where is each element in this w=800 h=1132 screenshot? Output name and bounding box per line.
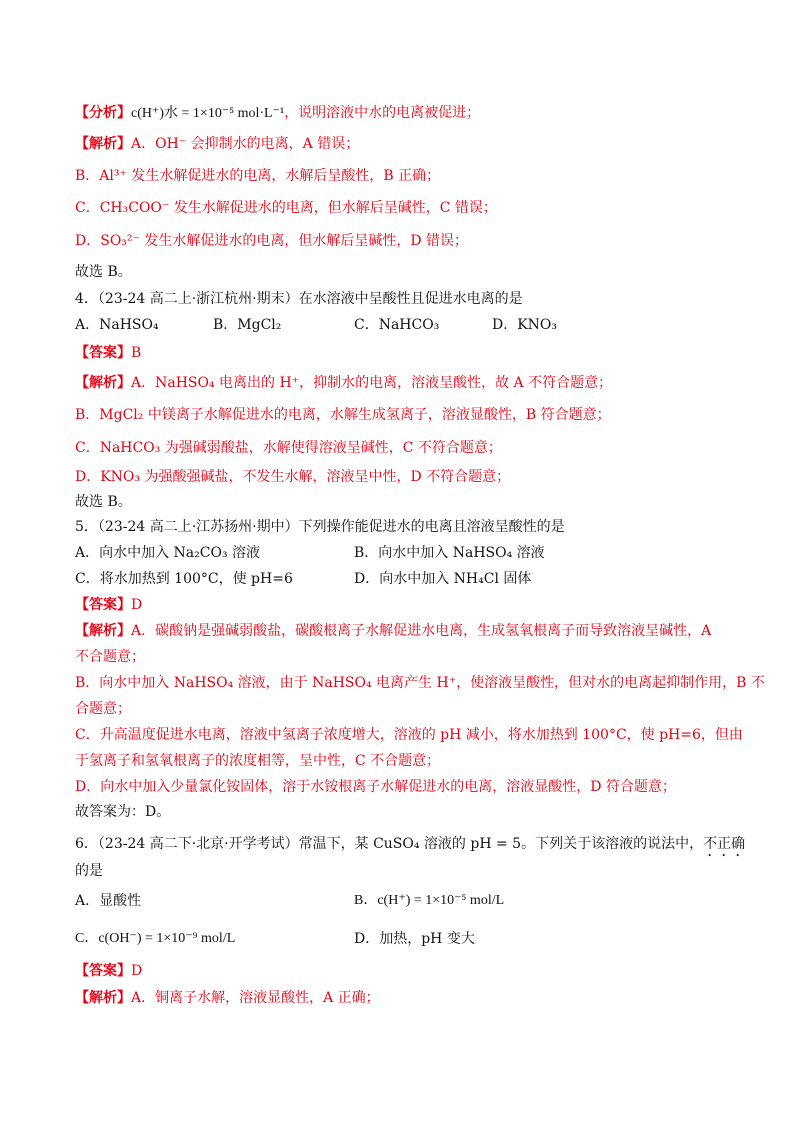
q6-option-b: B．c(H⁺) = 1×10⁻⁵ mol/L (354, 893, 505, 908)
q5-answer-line: 【答案】D (75, 597, 143, 613)
fenxi-tag: 【分析】 (75, 105, 131, 121)
q3-jiexi-a: 【解析】A．OH⁻ 会抑制水的电离，A 错误； (75, 136, 360, 152)
q3-jiexi-d: D．SO₃²⁻ 发生水解促进水的电离，但水解后呈碱性，D 错误； (75, 233, 469, 249)
q5-jiexi-a2: 不合题意； (75, 649, 145, 665)
q4-option-b: B．MgCl₂ (213, 317, 282, 333)
q4-jiexi-c: C．NaHCO₃ 为强碱弱酸盐，水解使得溶液呈碱性，C 不符合题意； (75, 440, 502, 456)
q5-jiexi-d: D．向水中加入少量氯化铵固体，溶于水铵根离子水解促进水的电离，溶液显酸性，D 符合题意； (75, 779, 676, 795)
q6-jiexi-a: 【解析】A．铜离子水解，溶液显酸性，A 正确； (75, 990, 380, 1006)
q4-answer: B (131, 345, 142, 361)
q4-answer-line: 【答案】B (75, 345, 142, 361)
q6-answer-line: 【答案】D (75, 963, 143, 979)
q6-option-c: C．c(OH⁻) = 1×10⁻⁹ mol/L (75, 931, 236, 946)
q5-option-a: A．向水中加入 Na₂CO₃ 溶液 (75, 545, 261, 561)
q5-conclusion: 故答案为：D。 (75, 804, 171, 820)
q6-answer: D (131, 963, 143, 979)
q6-option-a: A．显酸性 (75, 893, 142, 909)
q3-conclusion: 故选 B。 (75, 264, 132, 280)
q5-jiexi-a1: 【解析】A．碳酸钠是强碱弱酸盐，碳酸根离子水解促进水电离，生成氢氧根离子而导致溶液呈碱性，A (75, 623, 712, 639)
q5-stem: 5．（23-24 高二上·江苏扬州·期中）下列操作能促进水的电离且溶液呈酸性的是 (75, 519, 565, 535)
q5-jiexi-b1: B．向水中加入 NaHSO₄ 溶液，由于 NaHSO₄ 电离产生 H⁺，使溶液呈酸性，但对水的电离起抑制作用，B 不 (75, 675, 765, 691)
q4-jiexi-a: 【解析】A．NaHSO₄ 电离出的 H⁺，抑制水的电离，溶液呈酸性，故 A 不符合题意； (75, 375, 613, 391)
q5-jiexi-c1: C．升高温度促进水电离，溶液中氢离子浓度增大，溶液的 pH 减小，将水加热到 100°C，使 pH=6，但由 (75, 727, 743, 743)
q5-option-c: C．将水加热到 100°C，使 pH=6 (75, 571, 293, 587)
q5-option-b: B．向水中加入 NaHSO₄ 溶液 (354, 545, 545, 561)
q4-stem: 4．（23-24 高二上·浙江杭州·期末）在水溶液中呈酸性且促进水电离的是 (75, 291, 523, 307)
q6-option-d: D．加热，pH 变大 (354, 931, 475, 947)
fenxi-text: ，说明溶液中水的电离被促进； (284, 105, 481, 121)
q4-jiexi-b: B．MgCl₂ 中镁离子水解促进水的电离，水解生成氢离子，溶液显酸性，B 符合题意； (75, 407, 611, 423)
q6-emphasis: 不正确 (703, 836, 746, 852)
q5-jiexi-c2: 于氢离子和氢氧根离子的浓度相等，呈中性，C 不合题意； (75, 753, 441, 769)
q3-jiexi-b: B．Al³⁺ 发生水解促进水的电离，水解后呈酸性，B 正确； (75, 168, 441, 184)
q4-option-d: D．KNO₃ (492, 317, 558, 333)
q6-stem-line1: 6．（23-24 高二下·北京·开学考试）常温下，某 CuSO₄ 溶液的 pH = 5。下列关于该溶液的说法中，不正确 (75, 836, 746, 852)
fenxi-formula: c(H⁺)水 = 1×10⁻⁵ mol·L⁻¹ (131, 106, 285, 121)
q6-stem-line2: 的是 (75, 863, 103, 879)
q5-answer: D (131, 597, 143, 613)
q4-option-c: C．NaHCO₃ (354, 317, 440, 333)
q4-conclusion: 故选 B。 (75, 494, 132, 510)
q4-jiexi-d: D．KNO₃ 为强酸强碱盐，不发生水解，溶液呈中性，D 不符合题意； (75, 469, 511, 485)
q3-jiexi-c: C．CH₃COO⁻ 发生水解促进水的电离，但水解后呈碱性，C 错误； (75, 200, 497, 216)
q5-option-d: D．向水中加入 NH₄Cl 固体 (354, 571, 532, 587)
q4-option-a: A．NaHSO₄ (75, 317, 159, 333)
q3-fenxi-line (75, 103, 480, 124)
jiexi-tag: 【解析】 (75, 136, 131, 152)
q5-jiexi-b2: 合题意； (75, 701, 131, 717)
